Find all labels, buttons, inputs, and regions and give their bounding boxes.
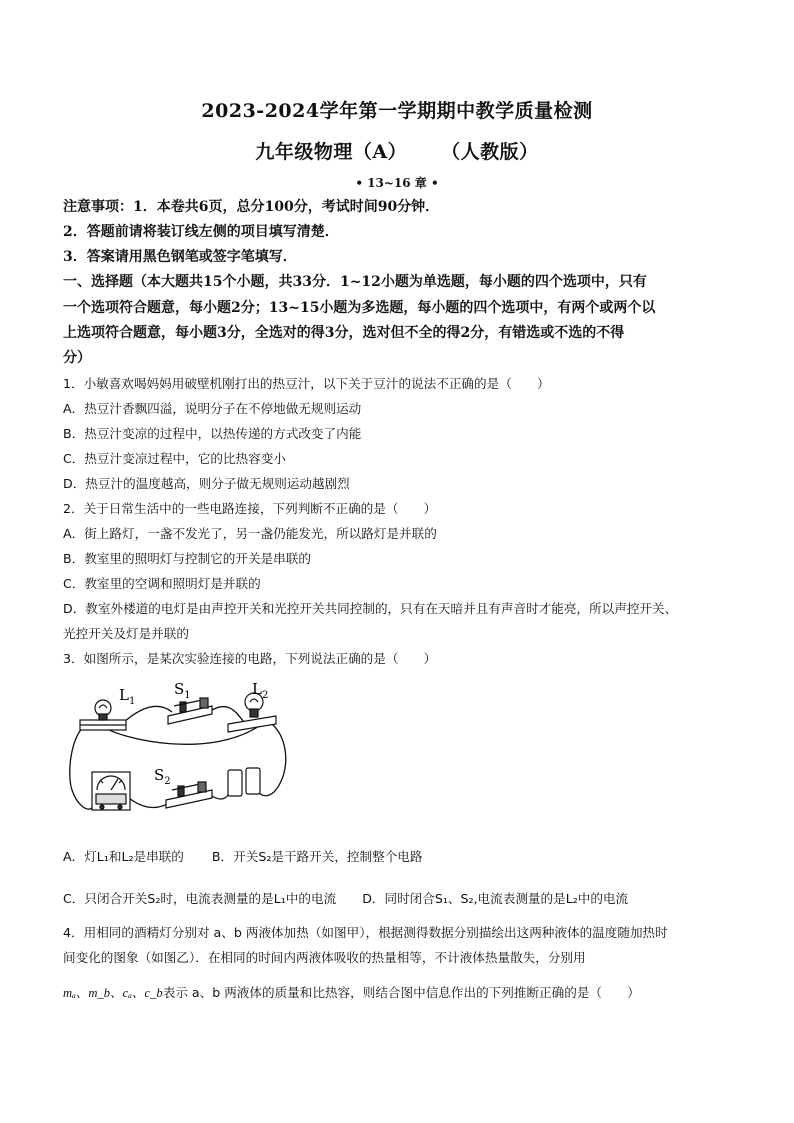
label-s1: $S_1$ (174, 680, 191, 701)
wire-left (70, 726, 92, 809)
subject-label: 九年级物理（A） (255, 141, 408, 163)
label-l2: $L_2$ (252, 680, 269, 701)
section-heading-line-3: 上选项符合题意，每小题3分，全选对的得3分，选对但不全的得2分，有错选或不选的不得 (63, 325, 625, 341)
q4-line-1: 4．用相同的酒精灯分别对 a、b 两液体加热（如图甲），根据测得数据分别描绘出这两种液体的温度随加热时 (63, 925, 668, 940)
note-1: 注意事项：1．本卷共6页，总分100分，考试时间90分钟． (63, 199, 440, 215)
circuit-diagram (62, 680, 292, 830)
q3-option-b: B．开关S₂是干路开关，控制整个电路 (211, 849, 423, 864)
q3-option-a: A．灯L₁和L₂是串联的 (63, 849, 184, 864)
q4-line-2: 间变化的图象（如图乙）．在相同的时间内两液体吸收的热量相等，不计液体热量散失，分别用 (63, 950, 586, 965)
switch-s2-icon (166, 782, 212, 808)
label-s2: $S_2$ (154, 766, 171, 787)
exam-subtitle (0, 137, 794, 164)
lamp-l1-icon (80, 700, 126, 730)
section-heading-line-4: 分） (63, 350, 91, 366)
chapter-range: • 13~16 章 • (355, 176, 439, 190)
q1-option-a: A．热豆汁香飘四溢，说明分子在不停地做无规则运动 (63, 401, 362, 416)
wire-s2-battery (212, 792, 230, 799)
q2-option-d-line-2: 光控开关及灯是并联的 (63, 626, 189, 641)
q3-stem: 3．如图所示，是某次实验连接的电路，下列说法正确的是（ ） (63, 651, 437, 666)
q2-option-d-line-1: D．教室外楼道的电灯是由声控开关和光控开关共同控制的，只有在天暗并且有声音时才能亮，所以声控开关、 (63, 601, 678, 616)
label-l1: $L_1$ (119, 686, 136, 707)
section-heading-line-1: 一、选择题（本大题共15个小题，共33分．1~12小题为单选题，每小题的四个选项中，只有 (63, 274, 647, 290)
wire-s1-l2 (212, 707, 244, 722)
q3-option-d: D．同时闭合S₁、S₂,电流表测量的是L₂中的电流 (362, 891, 629, 906)
switch-s1-icon (168, 698, 212, 724)
section-heading-line-2: 一个选项符合题意，每小题2分；13~15小题为多选题，每小题的四个选项中，有两个或两个以 (63, 300, 656, 316)
q1-option-c: C．热豆汁变凉过程中，它的比热容变小 (63, 451, 286, 466)
wire-meter-s2 (129, 798, 170, 808)
q3-options-cd (63, 890, 743, 908)
ammeter-icon (92, 772, 130, 810)
wire-right (258, 724, 286, 796)
q2-stem: 2．关于日常生活中的一些电路连接，下列判断不正确的是（ ） (63, 501, 437, 516)
note-3: 3．答案请用黑色钢笔或签字笔填写． (63, 249, 297, 265)
q4-variables: mₐ、m_b、cₐ、c_b (63, 986, 163, 1000)
q1-option-d: D．热豆汁的温度越高，则分子做无规则运动越剧烈 (63, 476, 350, 491)
q3-option-c: C．只闭合开关S₂时，电流表测量的是L₁中的电流 (63, 891, 337, 906)
exam-title: 2023-2024学年第一学期期中教学质量检测 (201, 100, 593, 122)
q4-line-3-text: 表示 a、b 两液体的质量和比热容，则结合图中信息作出的下列推断正确的是（ ） (162, 985, 640, 1000)
battery-icon (228, 768, 260, 796)
q2-option-c: C．教室里的空调和照明灯是并联的 (63, 576, 261, 591)
q1-option-b: B．热豆汁变凉的过程中，以热传递的方式改变了内能 (63, 426, 362, 441)
q2-option-b: B．教室里的照明灯与控制它的开关是串联的 (63, 551, 311, 566)
q1-stem: 1．小敏喜欢喝妈妈用破壁机刚打出的热豆汁，以下关于豆汁的说法不正确的是（ ） (63, 376, 550, 391)
q2-option-a: A．街上路灯，一盏不发光了，另一盏仍能发光，所以路灯是并联的 (63, 526, 437, 541)
note-2: 2．答题前请将装订线左侧的项目填写清楚． (63, 224, 339, 240)
circuit-figure (62, 680, 292, 830)
edition-label: （人教版） (441, 141, 539, 163)
q3-options-ab (63, 848, 743, 866)
q4-line-3 (63, 984, 743, 1002)
wire-l1-s1 (124, 706, 172, 722)
